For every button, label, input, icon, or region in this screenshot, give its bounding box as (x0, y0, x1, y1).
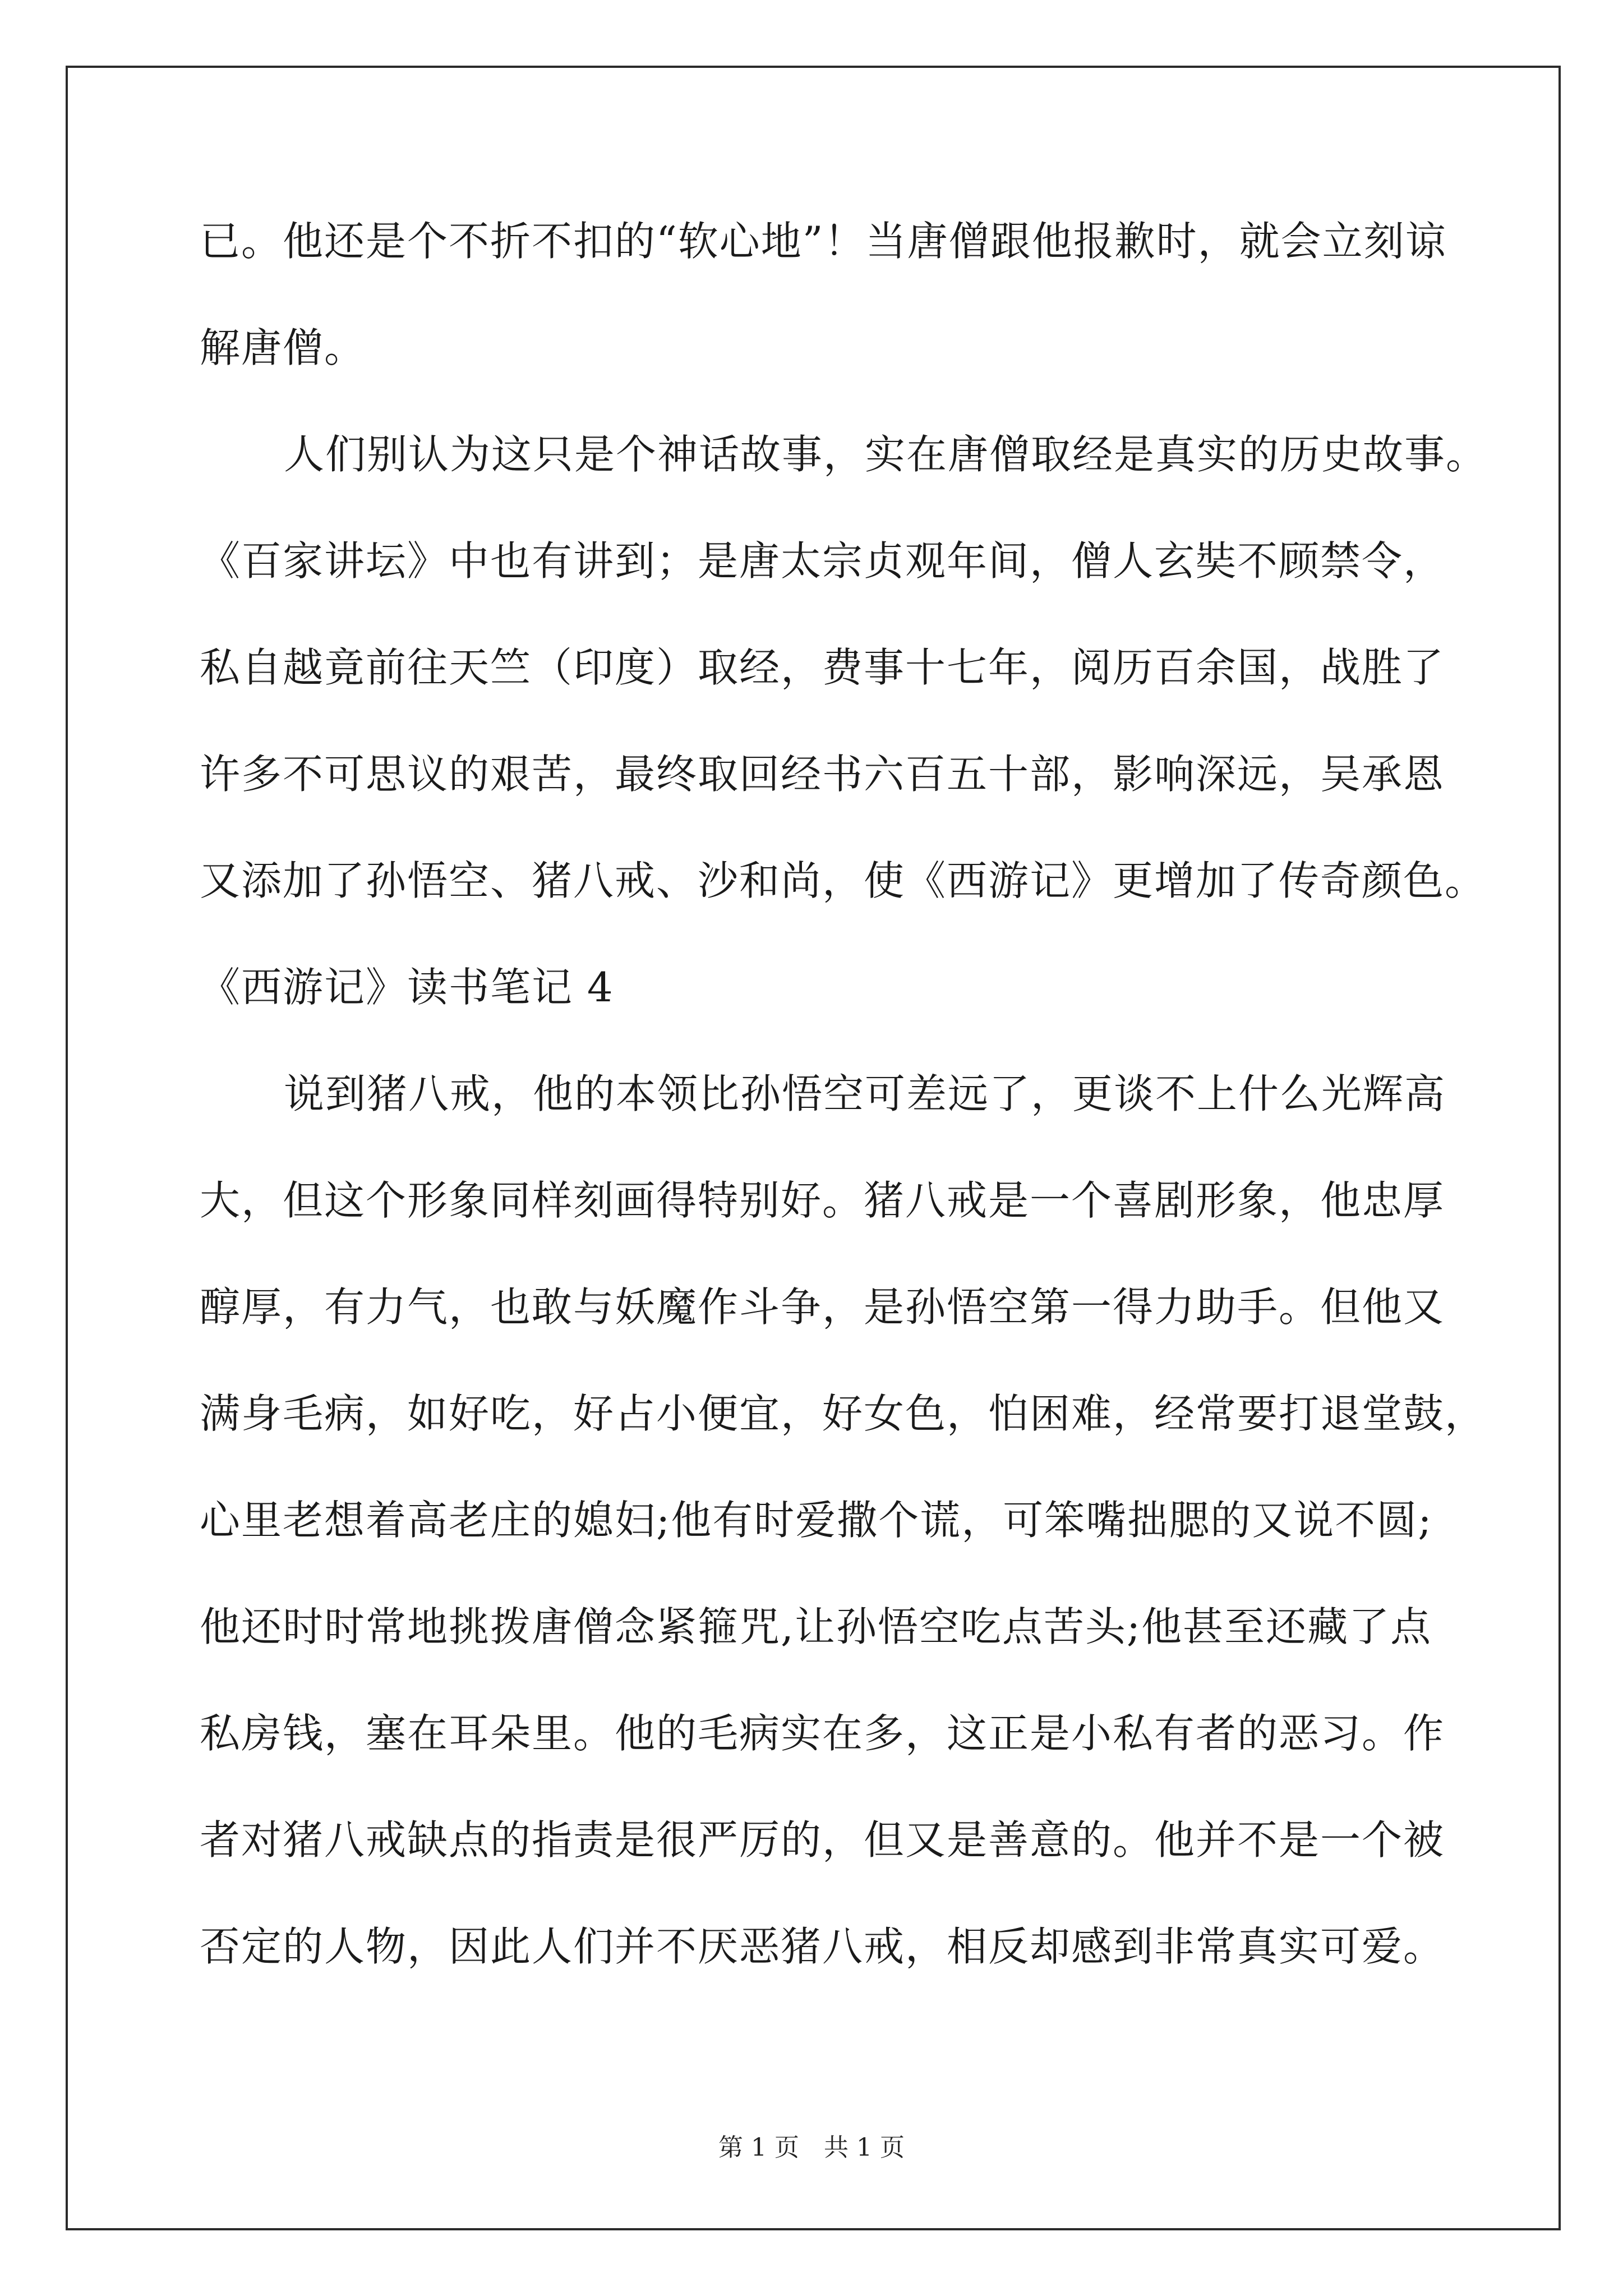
body-line: 许多不可思议的艰苦，最终取回经书六百五十部，影响深远，吴承恩 (200, 751, 1445, 798)
document-body (200, 218, 1488, 2033)
body-line: 满身毛病，如好吃，好占小便宜，好女色，怕困难，经常要打退堂鼓， (200, 1390, 1487, 1437)
body-line: 人们别认为这只是个神话故事，实在唐僧取经是真实的历史故事。 (284, 431, 1488, 478)
body-line: 已。他还是个不折不扣的“软心地”！当唐僧跟他报歉时，就会立刻谅 (200, 218, 1447, 265)
body-line: 私自越竟前往天竺（印度）取经，费事十七年，阅历百余国，战胜了 (200, 644, 1445, 691)
body-line: 否定的人物，因此人们并不厌恶猪八戒，相反却感到非常真实可爱。 (200, 1923, 1445, 1970)
body-line: 大，但这个形象同样刻画得特别好。猪八戒是一个喜剧形象，他忠厚 (200, 1177, 1445, 1224)
body-line: 解唐僧。 (200, 324, 366, 371)
body-line: 说到猪八戒，他的本领比孙悟空可差远了，更谈不上什么光辉高 (284, 1070, 1446, 1117)
body-line: 又添加了孙悟空、猪八戒、沙和尚，使《西游记》更增加了传奇颜色。 (200, 857, 1487, 904)
body-line: 心里老想着高老庄的媳妇;他有时爱撒个谎，可笨嘴拙腮的又说不圆; (200, 1497, 1433, 1544)
page-number-footer: 第 1 页 共 1 页 (718, 2133, 905, 2162)
body-line: 他还时时常地挑拨唐僧念紧箍咒,让孙悟空吃点苦头;他甚至还藏了点 (200, 1603, 1432, 1650)
body-line: 私房钱，塞在耳朵里。他的毛病实在多，这正是小私有者的恶习。作 (200, 1710, 1445, 1757)
section-heading: 《西游记》读书笔记 4 (200, 964, 614, 1011)
body-line: 《百家讲坛》中也有讲到；是唐太宗贞观年间，僧人玄奘不顾禁令， (200, 537, 1445, 585)
body-line: 者对猪八戒缺点的指责是很严厉的，但又是善意的。他并不是一个被 (200, 1816, 1445, 1864)
body-line: 醇厚，有力气，也敢与妖魔作斗争，是孙悟空第一得力助手。但他又 (200, 1283, 1445, 1331)
